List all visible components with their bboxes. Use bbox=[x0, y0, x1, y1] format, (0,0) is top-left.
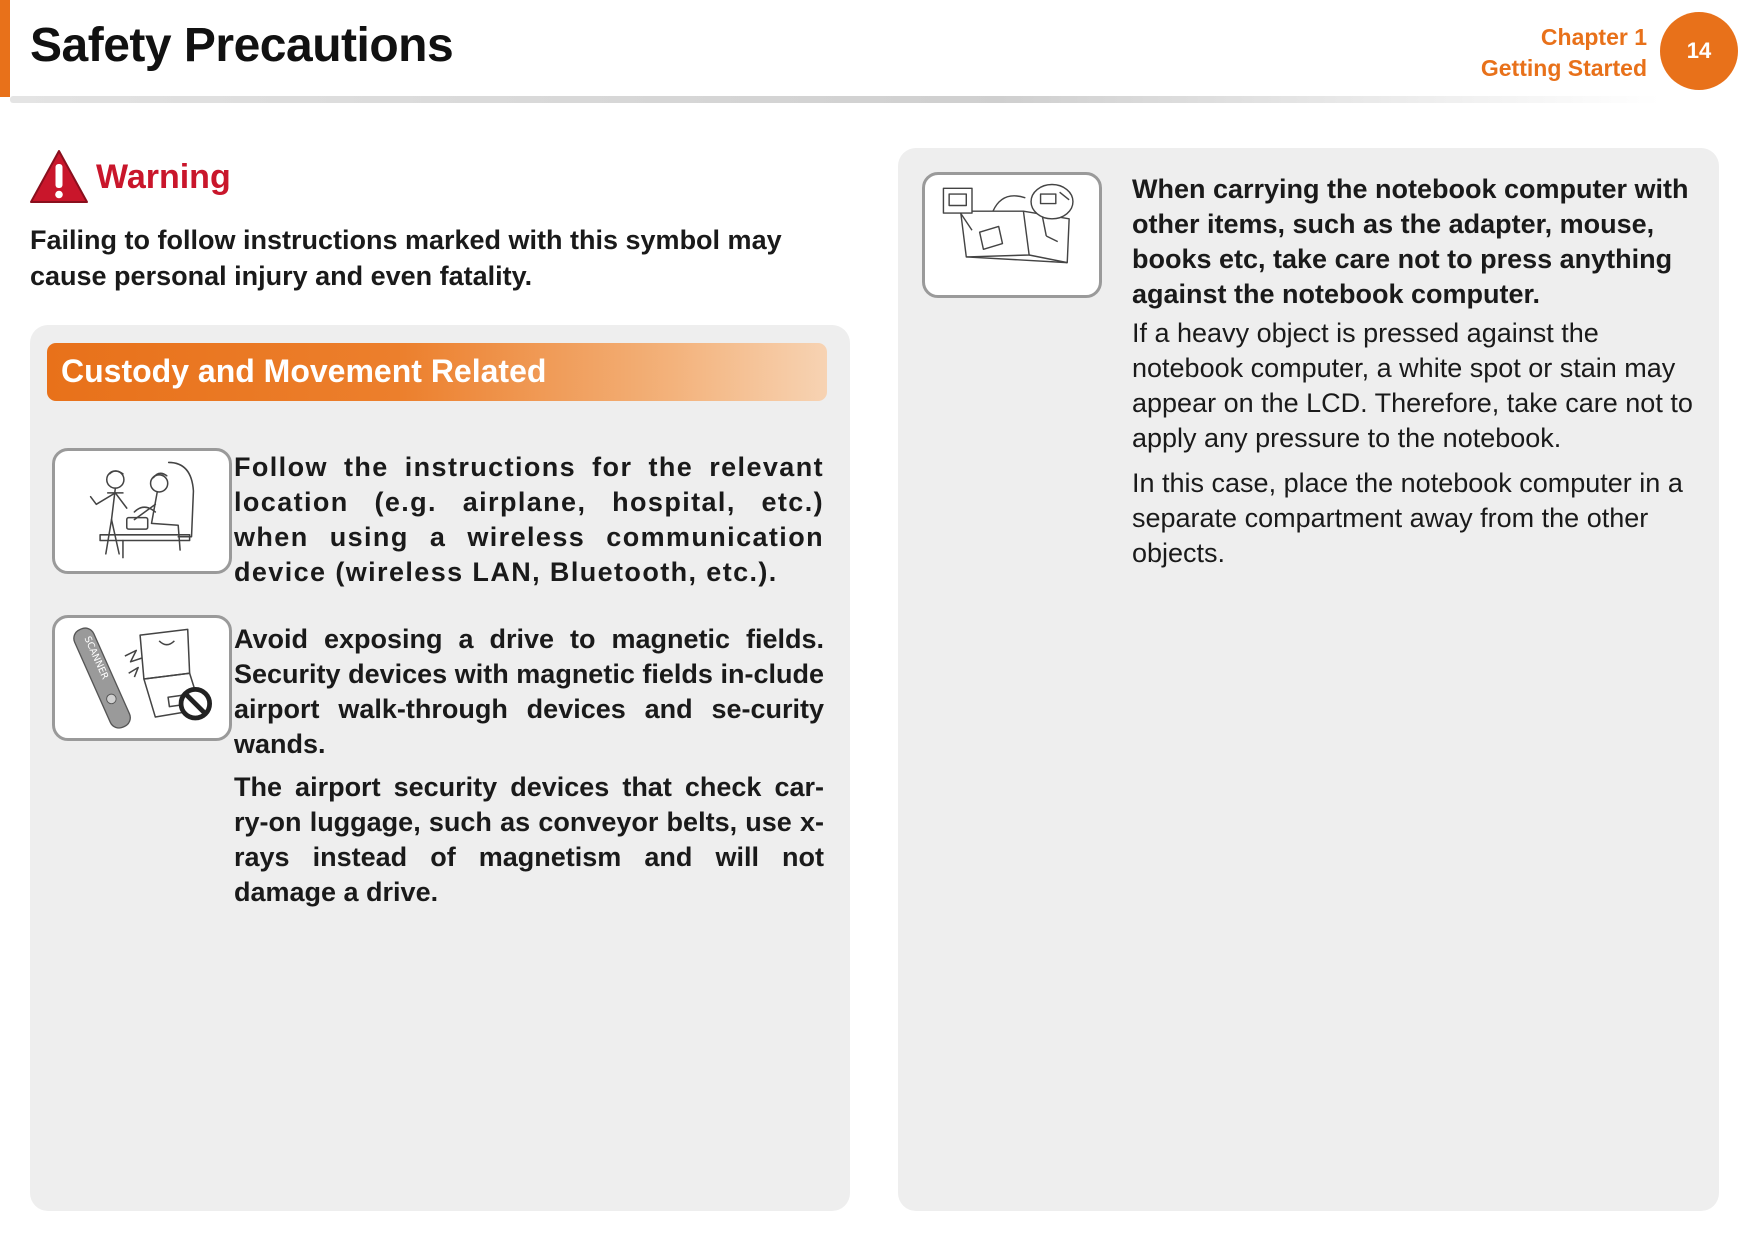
scanner-label: SCANNER bbox=[81, 634, 111, 682]
chapter-number: Chapter 1 bbox=[1540, 24, 1647, 50]
chapter-label bbox=[1481, 22, 1647, 84]
warning-heading bbox=[28, 148, 231, 206]
pressure-warning-text: If a heavy object is pressed against the notebook computer, a white spot or stain may appear on the LCD. Therefore, take care not to apply any pressure to the notebook. bbox=[1132, 318, 1693, 453]
magnetic-scanner-illustration bbox=[52, 615, 232, 741]
chapter-name: Getting Started bbox=[1480, 55, 1647, 81]
warning-description: Failing to follow instructions marked with this symbol may cause personal injury and even fatality. bbox=[30, 225, 782, 291]
airplane-wireless-illustration bbox=[52, 448, 232, 574]
header-divider bbox=[10, 96, 1660, 103]
bag-with-items-illustration bbox=[922, 172, 1102, 298]
carrying-heading: When carrying the notebook computer with other items, such as the adapter, mouse, books etc, take care not to press anything against the notebook computer. bbox=[1132, 174, 1689, 309]
page-title: Safety Precautions bbox=[30, 19, 454, 72]
wireless-instruction-text: Follow the instructions for the relevant location (e.g. airplane, hospital, etc.) when using a wireless communication device (wireless LAN, Bluetooth, etc.). bbox=[234, 452, 824, 587]
section-header bbox=[47, 343, 827, 401]
warning-triangle-icon bbox=[28, 148, 90, 206]
custody-movement-panel bbox=[30, 325, 850, 1211]
header-accent-bar bbox=[0, 0, 10, 97]
section-title: Custody and Movement Related bbox=[61, 353, 547, 389]
xray-security-text: The airport security devices that check car-ry-on luggage, such as conveyor belts, use x-rays instead of magnetism and will not damage a drive. bbox=[234, 772, 824, 907]
page-number-badge: 14 bbox=[1660, 12, 1738, 90]
carrying-panel bbox=[898, 148, 1719, 1211]
separate-compartment-text: In this case, place the notebook computer in a separate compartment away from the other objects. bbox=[1132, 468, 1683, 568]
magnetic-fields-text: Avoid exposing a drive to magnetic fields. Security devices with magnetic fields in-clude airport walk-through devices and se-curity wands. bbox=[234, 624, 824, 759]
warning-label: Warning bbox=[96, 157, 231, 196]
